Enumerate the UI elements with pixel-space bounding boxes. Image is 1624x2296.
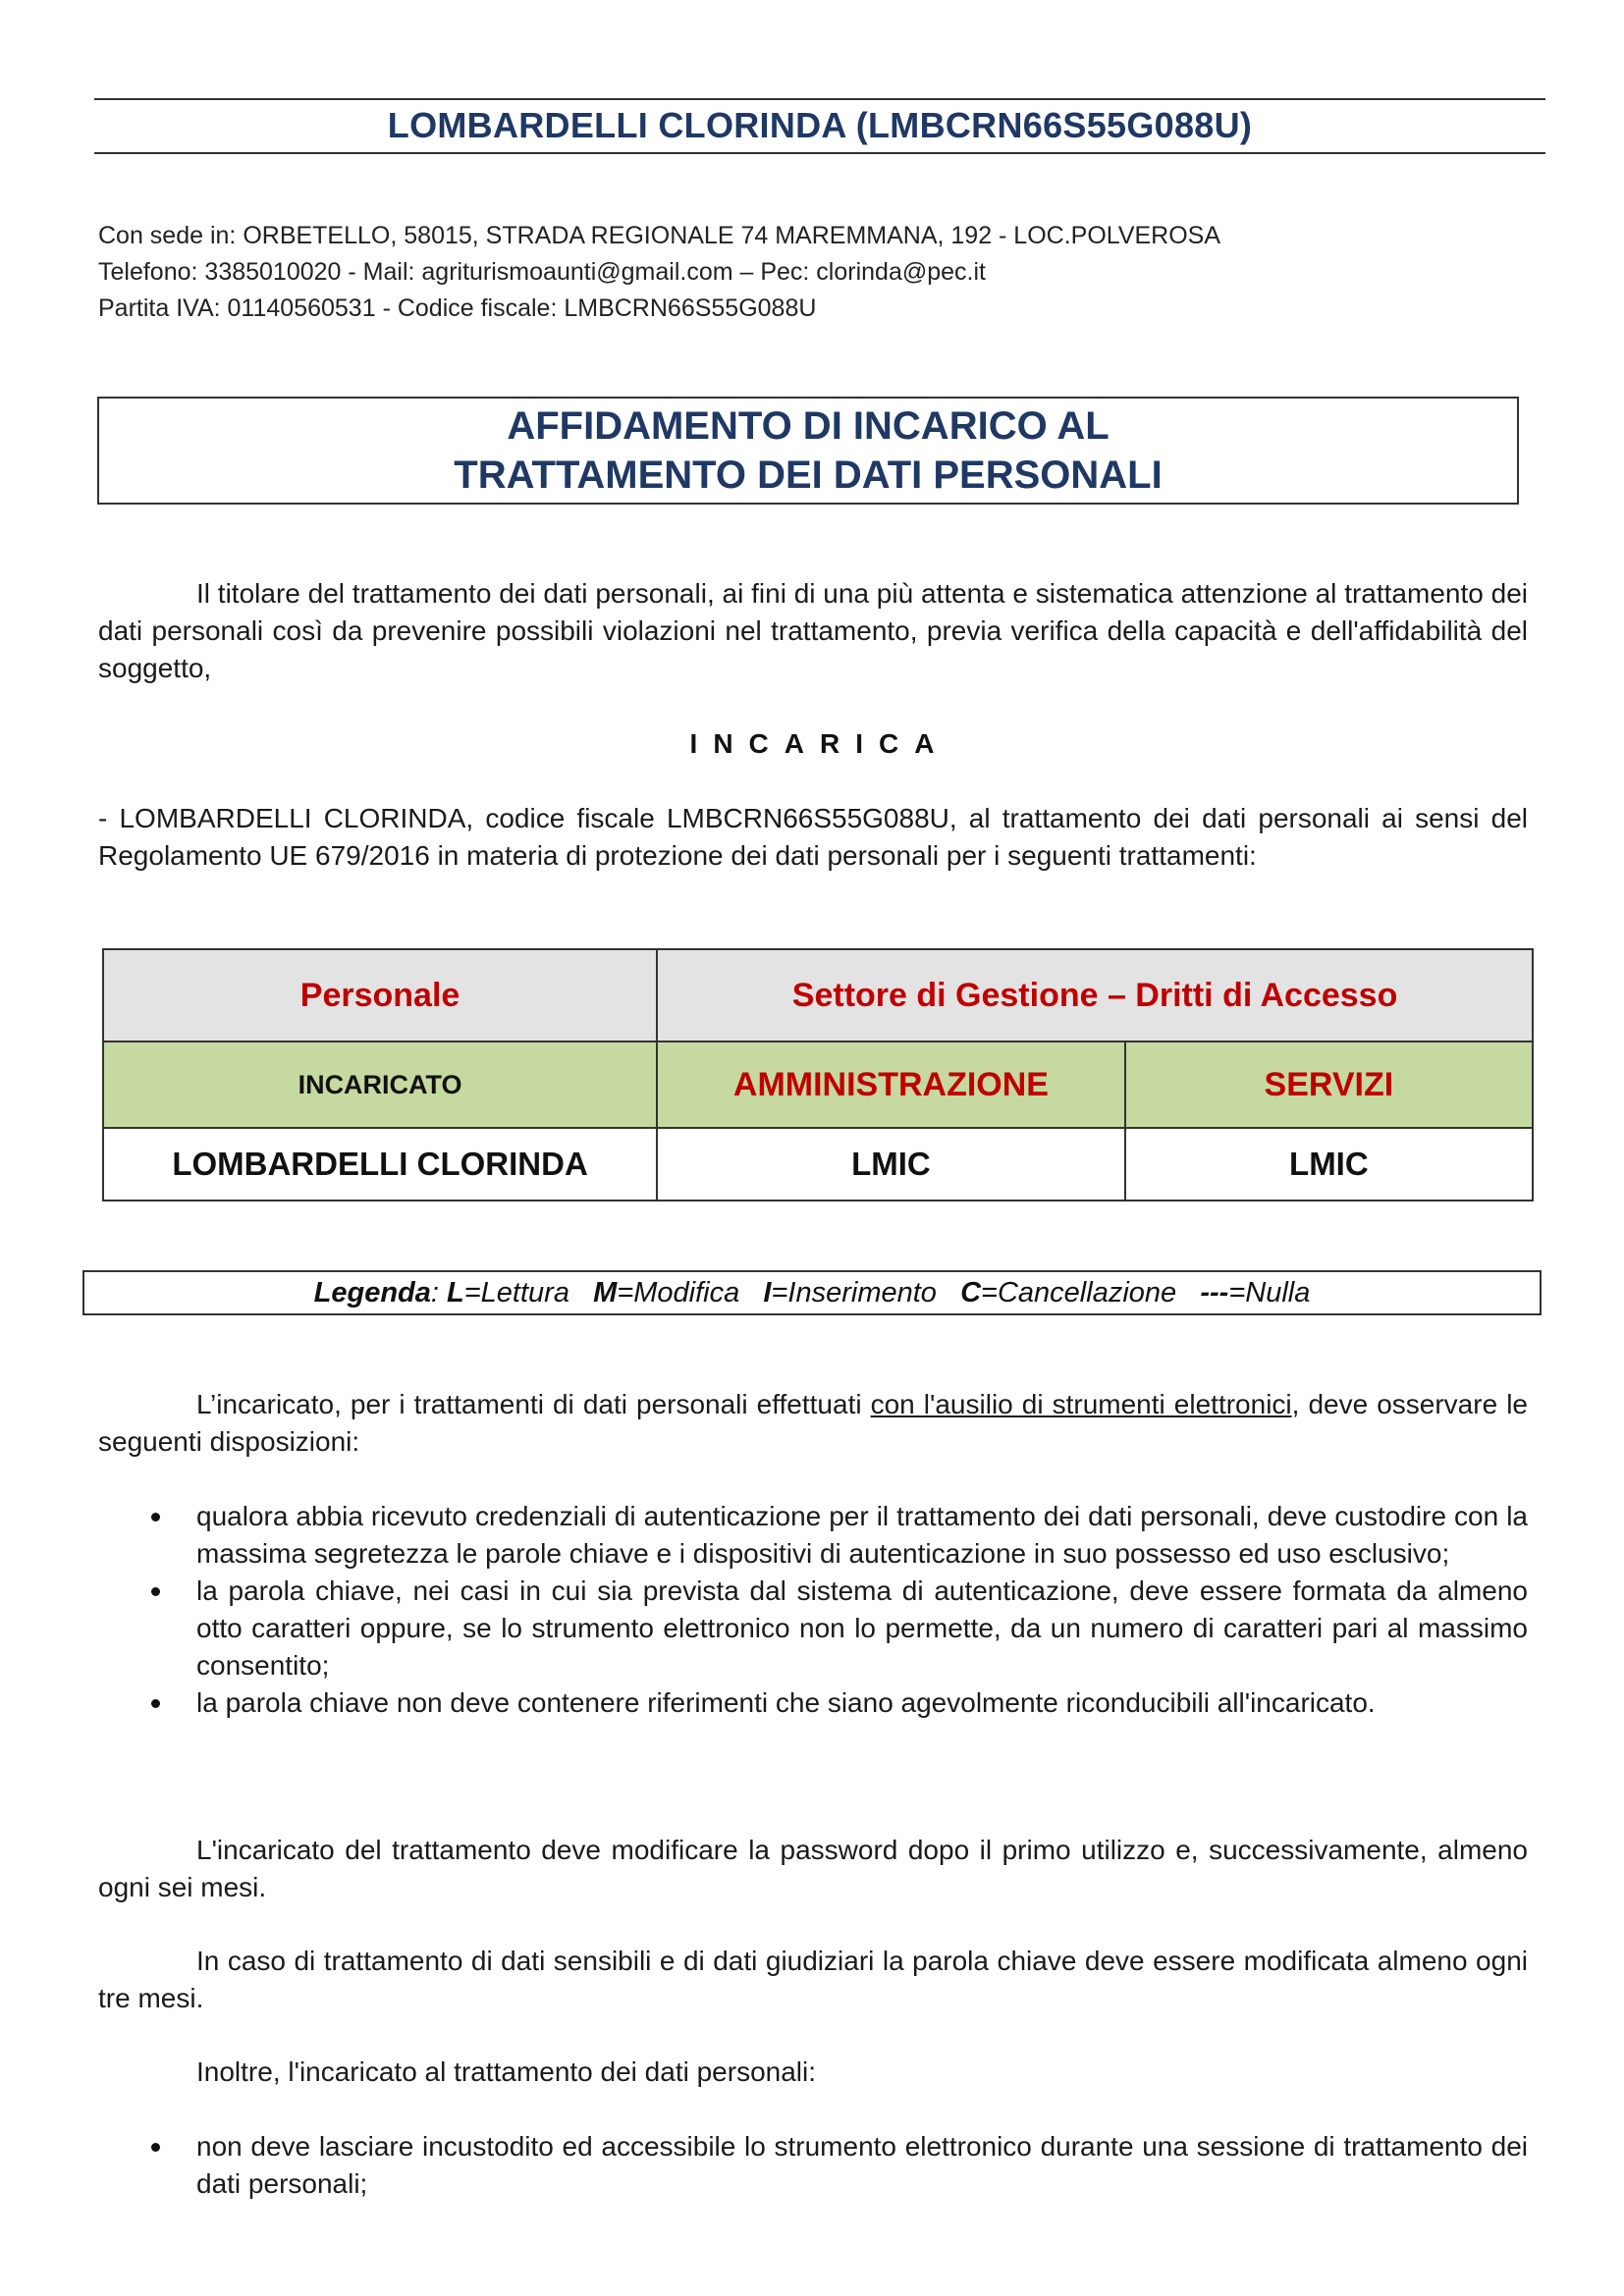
legend-key-l: L bbox=[447, 1277, 464, 1308]
company-contacts: Telefono: 3385010020 - Mail: agriturismoaunti@gmail.com – Pec: clorinda@pec.it bbox=[98, 258, 986, 286]
cell-servizi: LMIC bbox=[1125, 1128, 1533, 1201]
legend-colon: : bbox=[430, 1277, 448, 1308]
company-tax-ids: Partita IVA: 01140560531 - Codice fiscale: LMBCRN66S55G088U bbox=[98, 294, 817, 322]
legend-value-m: =Modifica bbox=[617, 1277, 740, 1308]
table-subheader-row bbox=[103, 1041, 1533, 1128]
electronic-text-underlined: con l'ausilio di strumenti elettronici bbox=[870, 1389, 1292, 1419]
table-header-row bbox=[103, 949, 1533, 1041]
list-item bbox=[98, 1684, 1528, 1722]
list-item-text: qualora abbia ricevuto credenziali di autenticazione per il trattamento dei dati personali, deve custodire con la massima segretezza le parole chiave e i dispositivi di autenticazione in suo possesso ed uso esclusivo; bbox=[196, 1501, 1528, 1569]
electronic-tools-paragraph bbox=[98, 1386, 1528, 1461]
table-row bbox=[103, 1128, 1533, 1201]
company-address: Con sede in: ORBETELLO, 58015, STRADA REGIONALE 74 MAREMMANA, 192 - LOC.POLVEROSA bbox=[98, 222, 1221, 249]
legend-key-c: C bbox=[960, 1277, 982, 1308]
page-header-title: LOMBARDELLI CLORINDA (LMBCRN66S55G088U) bbox=[387, 105, 1253, 145]
access-rights-table bbox=[102, 948, 1534, 1201]
legend-key-nulla: --- bbox=[1200, 1277, 1229, 1308]
session-bullet-list bbox=[98, 2128, 1528, 2203]
legend-value-nulla: =Nulla bbox=[1228, 1277, 1311, 1308]
document-title-box bbox=[97, 397, 1519, 505]
cell-name: LOMBARDELLI CLORINDA bbox=[103, 1128, 657, 1201]
electronic-text-after: , deve osservare le seguenti disposizioni: bbox=[98, 1389, 1528, 1457]
header-bottom-rule bbox=[94, 152, 1545, 154]
document-title-line-2: TRATTAMENTO DEI DATI PERSONALI bbox=[454, 454, 1163, 497]
credentials-bullet-list bbox=[98, 1498, 1528, 1722]
subheader-amministrazione: AMMINISTRAZIONE bbox=[657, 1041, 1125, 1128]
list-item-text: non deve lasciare incustodito ed accessibile lo strumento elettronico durante una sessione di trattamento dei dati personali; bbox=[196, 2131, 1528, 2199]
password-paragraph: L'incaricato del trattamento deve modificare la password dopo il primo utilizzo e, successivamente, almeno ogni sei mesi. bbox=[98, 1835, 1528, 1902]
inoltre-paragraph: Inoltre, l'incaricato al trattamento dei dati personali: bbox=[196, 2056, 817, 2087]
assignment-paragraph: - LOMBARDELLI CLORINDA, codice fiscale LMBCRN66S55G088U, al trattamento dei dati personali ai sensi del Regolamento UE 679/2016 in materia di protezione dei dati personali per i seguenti trattamenti: bbox=[98, 803, 1528, 871]
list-item-text: la parola chiave non deve contenere riferimenti che siano agevolmente riconducibili all'incaricato. bbox=[196, 1687, 1376, 1718]
legend-key-i: I bbox=[763, 1277, 772, 1308]
list-item bbox=[98, 2128, 1528, 2203]
subheader-servizi: SERVIZI bbox=[1125, 1041, 1533, 1128]
legend-value-l: =Lettura bbox=[463, 1277, 569, 1308]
list-item bbox=[98, 1573, 1528, 1684]
list-item bbox=[98, 1498, 1528, 1573]
subheader-incaricato: INCARICATO bbox=[103, 1041, 657, 1128]
electronic-text-before: L’incaricato, per i trattamenti di dati personali effettuati bbox=[196, 1389, 871, 1419]
list-item-text: la parola chiave, nei casi in cui sia prevista dal sistema di autenticazione, deve essere formata da almeno otto caratteri oppure, se lo strumento elettronico non lo permette, da un numero di caratteri pari al massimo consentito; bbox=[196, 1575, 1528, 1681]
legend-box bbox=[82, 1270, 1542, 1315]
header-personale: Personale bbox=[103, 949, 657, 1041]
legend-key-m: M bbox=[593, 1277, 618, 1308]
header-settore: Settore di Gestione – Dritti di Accesso bbox=[657, 949, 1533, 1041]
cell-amministrazione: LMIC bbox=[657, 1128, 1125, 1201]
incarica-heading: INCARICA bbox=[689, 728, 950, 759]
bullet-icon bbox=[151, 1699, 160, 1708]
intro-paragraph: Il titolare del trattamento dei dati personali, ai fini di una più attenta e sistematica attenzione al trattamento dei dati personali così da prevenire possibili violazioni nel trattamento, previa verifica della capacità e dell'affidabilità del soggetto, bbox=[98, 578, 1528, 683]
legend-value-c: =Cancellazione bbox=[981, 1277, 1177, 1308]
bullet-icon bbox=[151, 2143, 160, 2152]
legend-label: Legenda bbox=[313, 1277, 431, 1308]
document-title-line-1: AFFIDAMENTO DI INCARICO AL bbox=[507, 404, 1110, 448]
bullet-icon bbox=[151, 1513, 160, 1522]
legend-value-i: =Inserimento bbox=[771, 1277, 937, 1308]
sensitive-data-paragraph: In caso di trattamento di dati sensibili e di dati giudiziari la parola chiave deve essere modificata almeno ogni tre mesi. bbox=[98, 1946, 1528, 2013]
header-top-rule bbox=[94, 98, 1545, 100]
bullet-icon bbox=[151, 1587, 160, 1596]
